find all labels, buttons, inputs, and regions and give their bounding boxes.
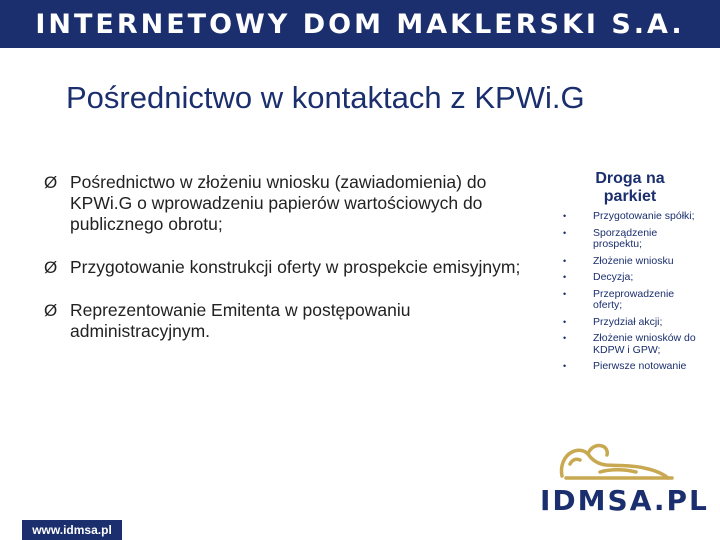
main-point-text: Pośrednictwo w złożeniu wniosku (zawiadomienia) do KPWi.G o wprowadzeniu papierów wartościowych do publicznego obrotu;	[70, 172, 487, 234]
bullet-dot-icon: •	[563, 255, 567, 266]
sidebar-step-text: Pierwsze notowanie	[593, 360, 687, 372]
sidebar-step-text: Przygotowanie spółki;	[593, 210, 695, 222]
sidebar-step	[560, 333, 700, 356]
idmsa-logo	[540, 438, 709, 518]
main-point	[44, 257, 534, 278]
bullet-dot-icon: •	[563, 288, 567, 299]
main-point	[44, 172, 534, 235]
sidebar-step-text: Decyzja;	[593, 271, 634, 283]
header-bar	[0, 0, 720, 48]
sidebar-step	[560, 256, 700, 268]
sidebar-step-text: Złożenie wniosków do KDPW i GPW;	[593, 332, 696, 356]
sidebar-step-text: Złożenie wniosku	[593, 254, 674, 267]
arrow-bullet-icon: Ø	[44, 258, 58, 277]
sidebar-step-text: Przydział akcji;	[593, 315, 663, 328]
bullet-dot-icon: •	[563, 361, 567, 371]
sidebar-step-text: Przeprowadzenie oferty;	[593, 287, 675, 311]
sidebar-step	[560, 211, 700, 223]
sidebar-step	[560, 228, 700, 251]
arrow-bullet-icon: Ø	[44, 301, 58, 320]
bullet-dot-icon: •	[563, 211, 567, 221]
sidebar-step	[560, 317, 700, 329]
bullet-dot-icon: •	[563, 316, 567, 327]
lion-icon	[540, 438, 690, 488]
bullet-dot-icon: •	[563, 333, 567, 343]
main-point	[44, 300, 534, 342]
sidebar-title: Droga na parkiet	[595, 170, 665, 205]
sidebar-step	[560, 272, 700, 284]
sidebar-step-text: Sporządzenie prospektu;	[593, 226, 658, 250]
sidebar-step	[560, 361, 700, 373]
bullet-dot-icon: •	[563, 227, 567, 238]
company-name: INTERNETOWY DOM MAKLERSKI S.A.	[35, 8, 685, 40]
sidebar-steps-list	[560, 211, 700, 378]
main-points-list	[44, 172, 534, 364]
arrow-bullet-icon: Ø	[44, 173, 58, 192]
sidebar-step	[560, 289, 700, 312]
slide-title: Pośrednictwo w kontaktach z KPWi.G	[66, 80, 585, 115]
website-url-link[interactable]: www.idmsa.pl	[22, 520, 122, 540]
main-point-text: Reprezentowanie Emitenta w postępowaniu administracyjnym.	[70, 300, 411, 341]
main-point-text: Przygotowanie konstrukcji oferty w prospekcie emisyjnym;	[70, 257, 521, 277]
bullet-dot-icon: •	[563, 272, 567, 282]
logo-text: IDMSA.PL	[540, 484, 709, 517]
